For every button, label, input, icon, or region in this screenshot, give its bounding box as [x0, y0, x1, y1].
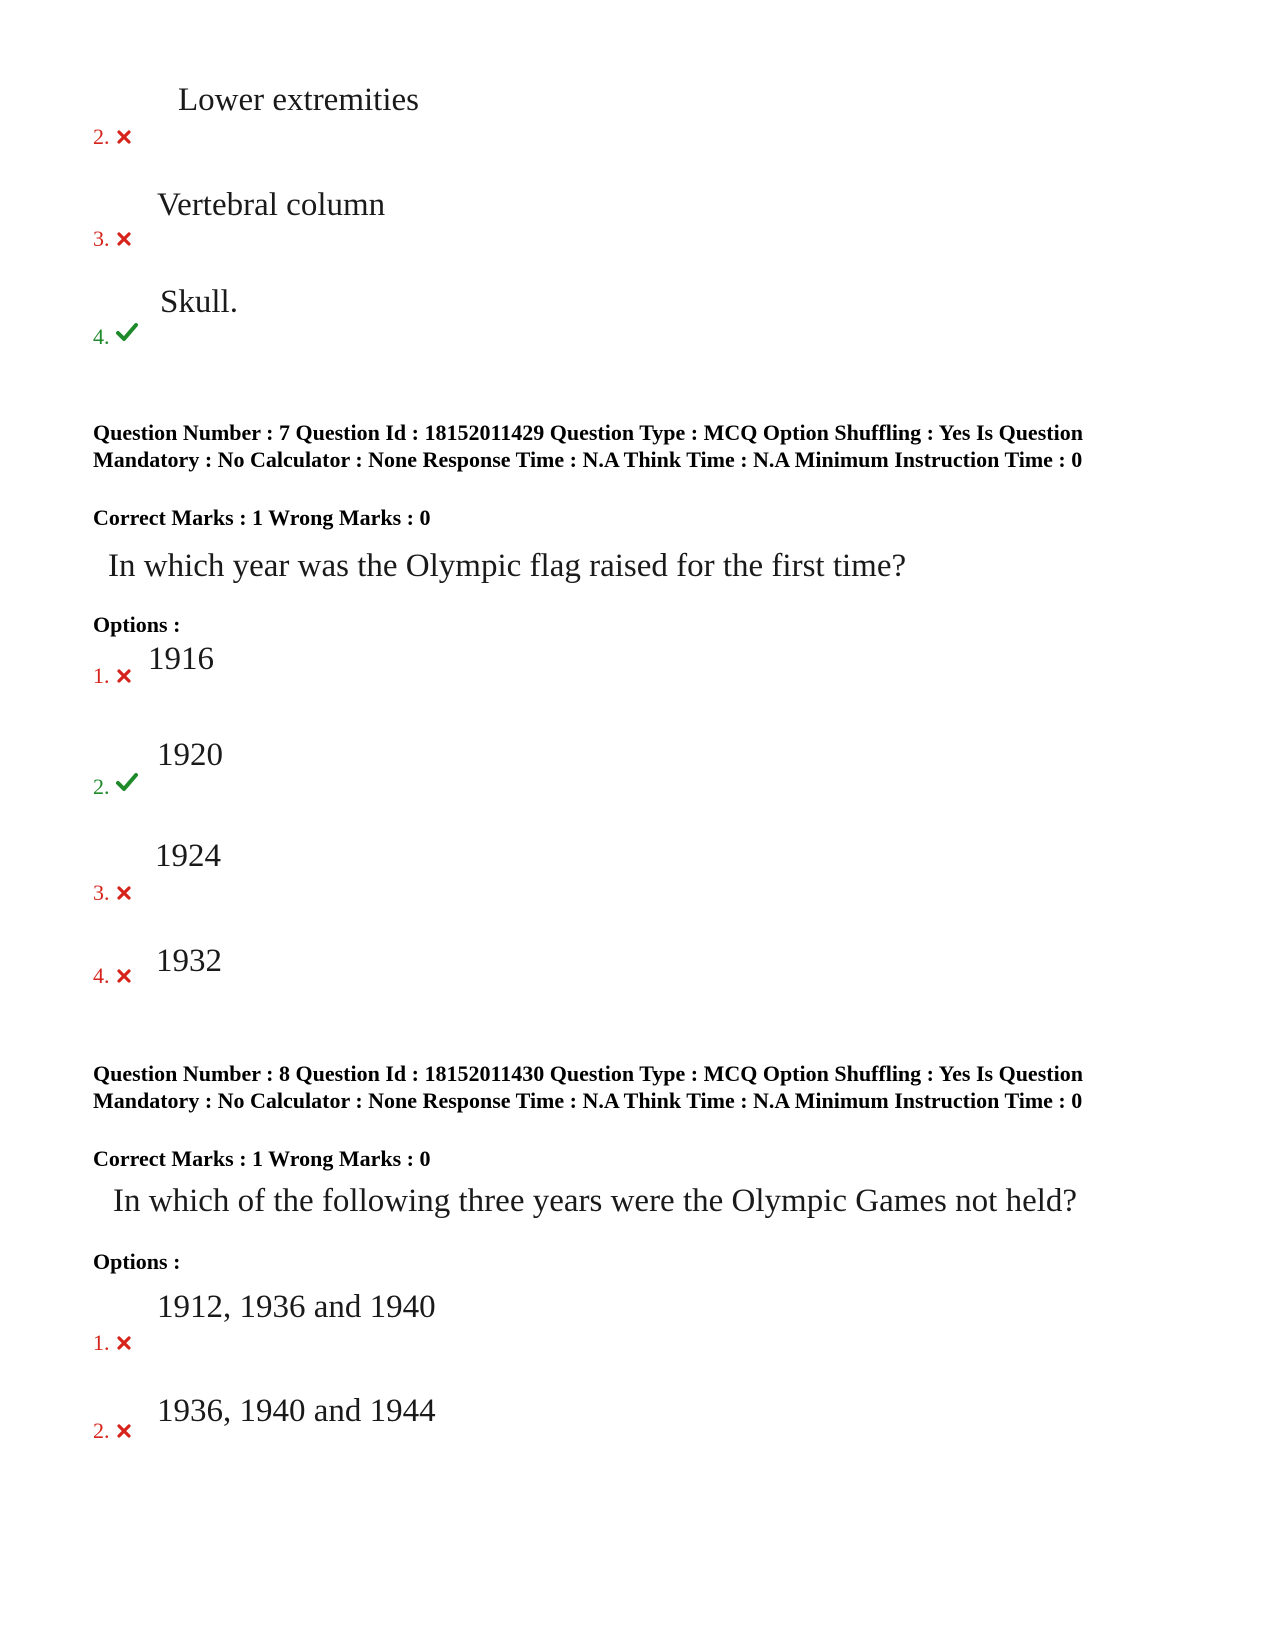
option-text: 1924	[155, 838, 221, 874]
option-text: 1932	[156, 943, 222, 979]
option-number: 4.	[93, 322, 138, 350]
cross-icon	[116, 1423, 132, 1439]
option-text: 1912, 1936 and 1940	[157, 1289, 436, 1325]
option-text: Vertebral column	[157, 187, 386, 223]
cross-icon	[116, 129, 132, 145]
option-number: 2.	[93, 124, 132, 150]
option-text: Skull.	[160, 284, 238, 320]
cross-icon	[116, 231, 132, 247]
check-icon	[116, 322, 138, 342]
options-label: Options :	[93, 612, 181, 637]
option-number: 1.	[93, 1330, 132, 1356]
option-text: 1920	[157, 737, 223, 773]
option-number: 3.	[93, 226, 132, 252]
question-marks: Correct Marks : 1 Wrong Marks : 0	[93, 505, 431, 530]
option-text: 1916	[148, 641, 214, 677]
option-number: 2.	[93, 1418, 132, 1444]
question-text: In which year was the Olympic flag raised for the first time?	[108, 548, 907, 584]
cross-icon	[116, 1335, 132, 1351]
option-text: 1936, 1940 and 1944	[157, 1393, 436, 1429]
question-meta: Question Number : 8 Question Id : 18152011430 Question Type : MCQ Option Shuffling : Yes Is Question Mandatory : No Calculator : None Response Time : N.A Think Time : N.A Minimum Instruction Time : 0	[93, 1061, 1083, 1113]
cross-icon	[116, 968, 132, 984]
option-number: 3.	[93, 880, 132, 906]
option-number: 4.	[93, 963, 132, 989]
check-icon	[116, 772, 138, 792]
option-text: Lower extremities	[178, 82, 419, 118]
cross-icon	[116, 885, 132, 901]
question-marks: Correct Marks : 1 Wrong Marks : 0	[93, 1146, 431, 1171]
option-number: 2.	[93, 772, 138, 800]
question-meta: Question Number : 7 Question Id : 18152011429 Question Type : MCQ Option Shuffling : Yes Is Question Mandatory : No Calculator : None Response Time : N.A Think Time : N.A Minimum Instruction Time : 0	[93, 420, 1083, 472]
options-label: Options :	[93, 1249, 181, 1274]
cross-icon	[116, 668, 132, 684]
question-text: In which of the following three years were the Olympic Games not held?	[113, 1183, 1078, 1219]
option-number: 1.	[93, 663, 132, 689]
